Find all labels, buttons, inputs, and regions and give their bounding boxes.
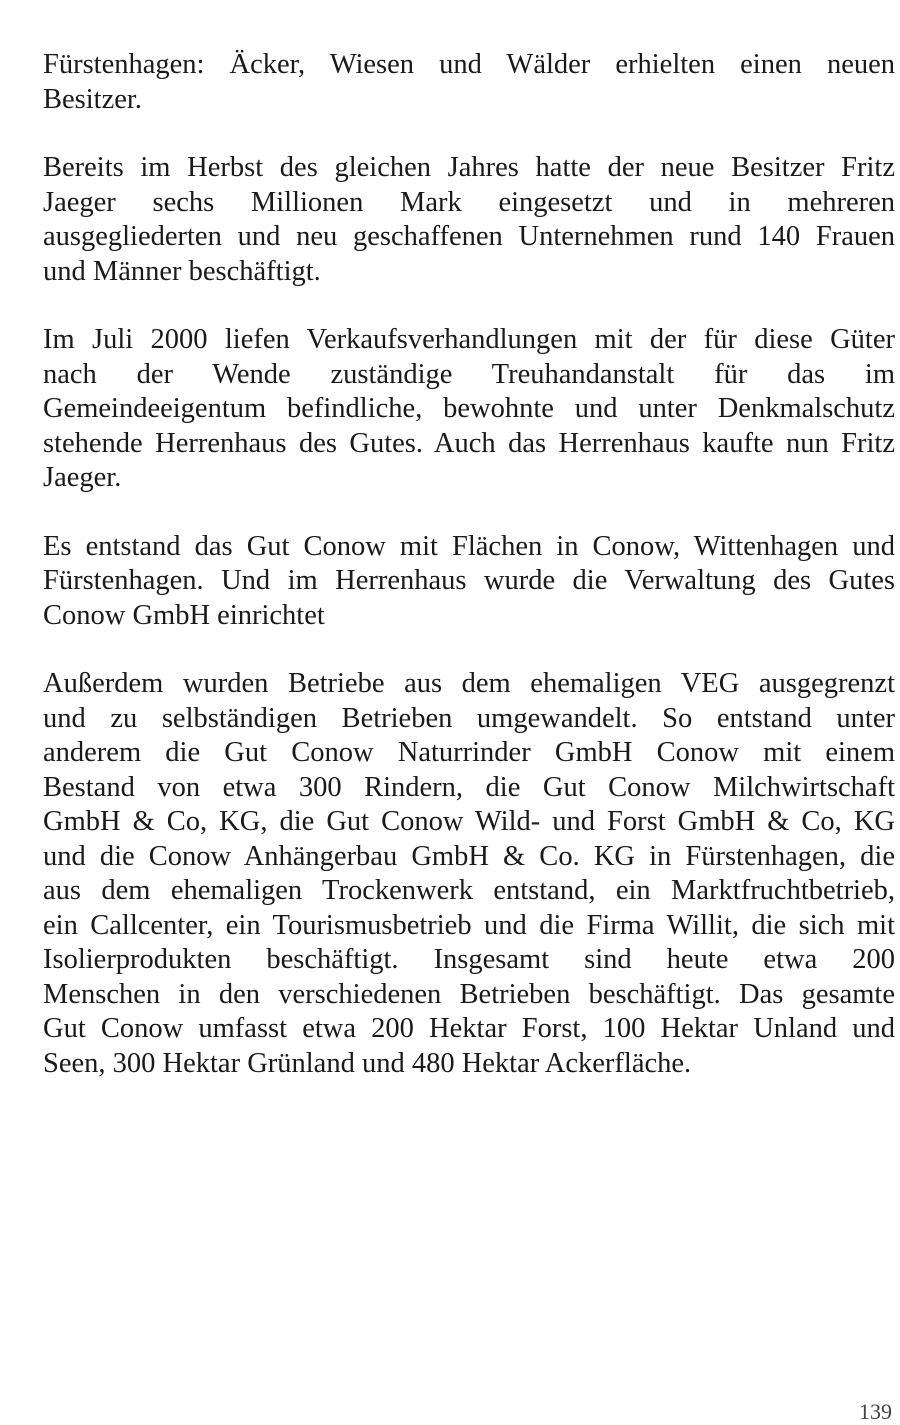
text-line: Conow GmbH einrichtet [43, 599, 325, 631]
text-line: Jaeger. [43, 462, 122, 493]
text-line: Fürstenhagen: Äcker, Wiesen und Wälder erhielten einen neuen [43, 49, 895, 80]
text-line: Es entstand das Gut Conow mit Flächen in Conow, Wittenhagen und [43, 530, 895, 562]
paragraph-2 [43, 151, 895, 289]
text-line: Gut Conow umfasst etwa 200 Hektar Forst, 100 Hektar Unland und [43, 1013, 895, 1044]
text-line: und Männer beschäftigt. [43, 255, 321, 287]
text-line: Gemeindeeigentum befindliche, bewohnte und unter Denkmalschutz [43, 393, 895, 424]
text-line: Menschen in den verschiedenen Betrieben beschäftigt. Das gesamte [43, 978, 895, 1010]
text-line: und die Conow Anhängerbau GmbH & Co. KG in Fürstenhagen, die [43, 840, 895, 872]
text-line: ausgegliederten und neu geschaffenen Unternehmen rund 140 Frauen [43, 221, 895, 252]
text-line: Bereits im Herbst des gleichen Jahres hatte der neue Besitzer Fritz [43, 152, 895, 183]
paragraph-1 [43, 48, 895, 117]
text-line: aus dem ehemaligen Trockenwerk entstand, ein Marktfruchtbetrieb, [43, 875, 895, 906]
text-line: Im Juli 2000 liefen Verkaufsverhandlungen mit der für diese Güter [43, 324, 895, 355]
paragraph-3 [43, 323, 895, 496]
text-line: Jaeger sechs Millionen Mark eingesetzt und in mehreren [43, 186, 895, 218]
text-line: ein Callcenter, ein Tourismusbetrieb und die Firma Willit, die sich mit [43, 909, 895, 941]
text-line: nach der Wende zuständige Treuhandanstalt für das im [43, 358, 895, 390]
text-line: anderem die Gut Conow Naturrinder GmbH Conow mit einem [43, 737, 895, 768]
text-line: Fürstenhagen. Und im Herrenhaus wurde die Verwaltung des Gutes [43, 565, 895, 596]
page-number: 139 [859, 1399, 892, 1424]
text-line: Seen, 300 Hektar Grünland und 480 Hektar Ackerfläche. [43, 1047, 692, 1079]
text-line: Isolierprodukten beschäftigt. Insgesamt sind heute etwa 200 [43, 944, 895, 975]
paragraph-4 [43, 530, 895, 634]
text-line: Besitzer. [43, 83, 142, 115]
paragraph-5 [43, 667, 895, 1081]
text-line: Außerdem wurden Betriebe aus dem ehemaligen VEG ausgegrenzt [43, 668, 895, 699]
text-line: stehende Herrenhaus des Gutes. Auch das Herrenhaus kaufte nun Fritz [43, 427, 895, 459]
body-text [43, 48, 895, 1115]
text-line: GmbH & Co, KG, die Gut Conow Wild- und Forst GmbH & Co, KG [43, 806, 895, 837]
text-line: Bestand von etwa 300 Rindern, die Gut Conow Milchwirtschaft [43, 771, 895, 803]
text-line: und zu selbständigen Betrieben umgewandelt. So entstand unter [43, 702, 895, 734]
